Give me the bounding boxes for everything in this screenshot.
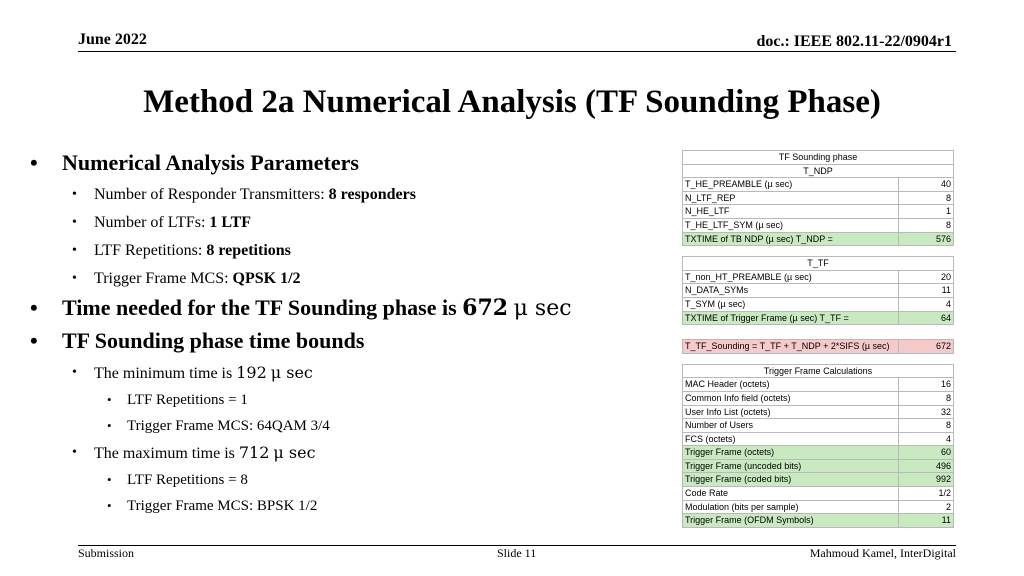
- footer-submission: Submission: [78, 546, 135, 560]
- param-value: 8 repetitions: [206, 242, 291, 259]
- row-label: MAC Header (octets): [683, 378, 899, 392]
- bullet-max-mcs: • Trigger Frame MCS: BPSK 1/2: [30, 493, 670, 519]
- param-label: Number of LTFs:: [94, 214, 210, 231]
- row-value: 672: [899, 340, 954, 354]
- table-row: [683, 378, 954, 392]
- bullet-param-mcs: [30, 265, 670, 293]
- param-label: LTF Repetitions:: [94, 242, 207, 259]
- row-value: 8: [899, 419, 954, 433]
- row-label: Modulation (bits per sample): [683, 500, 899, 514]
- bullet-max-ltf-reps: • LTF Repetitions = 8: [30, 467, 670, 493]
- ndp-table-title: TF Sounding phase: [683, 151, 954, 165]
- tf-table-title: T_TF: [683, 257, 954, 271]
- row-label: Trigger Frame (octets): [683, 446, 899, 460]
- row-label: Common Info field (octets): [683, 391, 899, 405]
- table-row: [683, 391, 954, 405]
- bullet-param-ltfs: [30, 209, 670, 237]
- header-date: June 2022: [78, 31, 147, 48]
- table-row: [683, 473, 954, 487]
- row-value: 16: [899, 378, 954, 392]
- row-label: Trigger Frame (uncoded bits): [683, 459, 899, 473]
- bullet-min-ltf-reps: • LTF Repetitions = 1: [30, 387, 670, 413]
- bullet-params-heading: • Numerical Analysis Parameters: [30, 148, 670, 178]
- row-label: N_DATA_SYMs: [683, 284, 899, 298]
- row-value: 40: [899, 178, 954, 192]
- table-row: [683, 500, 954, 514]
- table-row: [683, 205, 954, 219]
- row-value: 64: [899, 311, 954, 325]
- tf-table: [682, 256, 954, 325]
- param-label: Trigger Frame MCS:: [94, 270, 233, 287]
- row-value: 576: [899, 232, 954, 246]
- ndp-table: [682, 150, 954, 246]
- calc-table: [682, 364, 954, 528]
- row-value: 4: [899, 432, 954, 446]
- table-row: [683, 178, 954, 192]
- max-time-value: 712: [238, 443, 270, 462]
- row-label: Code Rate: [683, 487, 899, 501]
- param-label: Number of Responder Transmitters:: [94, 186, 329, 203]
- row-label: Number of Users: [683, 419, 899, 433]
- row-value: 8: [899, 391, 954, 405]
- min-time-value: 192: [236, 363, 267, 382]
- row-value: 1: [899, 205, 954, 219]
- table-row-total: [683, 340, 954, 354]
- row-value: 11: [899, 514, 954, 528]
- calc-table-title: Trigger Frame Calculations: [683, 364, 954, 378]
- table-row: [683, 191, 954, 205]
- row-label: FCS (octets): [683, 432, 899, 446]
- row-value: 496: [899, 459, 954, 473]
- row-label: TXTIME of Trigger Frame (µ sec) T_TF =: [683, 311, 899, 325]
- time-needed-unit: μ sec: [513, 296, 572, 321]
- bullet-list: [30, 148, 670, 519]
- header-doc-id: doc.: IEEE 802.11-22/0904r1: [756, 33, 952, 50]
- bullet-param-responders: [30, 181, 670, 209]
- row-value: 2: [899, 500, 954, 514]
- table-row: [683, 446, 954, 460]
- table-row-total: [683, 232, 954, 246]
- row-value: 20: [899, 270, 954, 284]
- row-label: T_SYM (µ sec): [683, 297, 899, 311]
- max-time-unit: μ sec: [273, 443, 316, 462]
- header-rule: [78, 51, 956, 52]
- bullet-param-ltf-reps: [30, 237, 670, 265]
- table-row: [683, 270, 954, 284]
- table-row: [683, 487, 954, 501]
- row-value: 4: [899, 297, 954, 311]
- bullet-min-time: [30, 359, 670, 387]
- footer-author: Mahmoud Kamel, InterDigital: [809, 546, 956, 560]
- slide-title: Method 2a Numerical Analysis (TF Sounding Phase): [143, 84, 881, 120]
- table-gap: [682, 354, 954, 364]
- row-value: 8: [899, 218, 954, 232]
- table-row: [683, 459, 954, 473]
- row-value: 1/2: [899, 487, 954, 501]
- bullet-time-needed: [30, 293, 670, 323]
- bullet-bounds-heading: • TF Sounding phase time bounds: [30, 326, 670, 356]
- row-label: N_HE_LTF: [683, 205, 899, 219]
- table-row-total: [683, 311, 954, 325]
- max-time-text: The maximum time is: [94, 445, 239, 462]
- row-value: 11: [899, 284, 954, 298]
- row-value: 32: [899, 405, 954, 419]
- table-row: [683, 432, 954, 446]
- table-gap: [682, 246, 954, 256]
- row-label: T_TF_Sounding = T_TF + T_NDP + 2*SIFS (µ sec): [683, 340, 899, 354]
- param-value: 1 LTF: [209, 214, 252, 231]
- param-value: 8 responders: [328, 186, 416, 203]
- table-row: [683, 405, 954, 419]
- bullet-min-mcs: • Trigger Frame MCS: 64QAM 3/4: [30, 413, 670, 439]
- table-row: [683, 218, 954, 232]
- bullet-max-time: [30, 439, 670, 467]
- footer-slide-number: Slide 11: [497, 546, 537, 560]
- spreadsheet-tables: [682, 150, 954, 528]
- time-needed-value: 672: [462, 295, 509, 321]
- table-row: [683, 514, 954, 528]
- sounding-total-table: [682, 339, 954, 354]
- row-label: Trigger Frame (coded bits): [683, 473, 899, 487]
- row-value: 60: [899, 446, 954, 460]
- table-row: [683, 284, 954, 298]
- row-label: Trigger Frame (OFDM Symbols): [683, 514, 899, 528]
- row-value: 992: [899, 473, 954, 487]
- min-time-unit: μ sec: [270, 363, 313, 382]
- param-value: QPSK 1/2: [232, 270, 301, 287]
- row-value: 8: [899, 191, 954, 205]
- row-label: User Info List (octets): [683, 405, 899, 419]
- ndp-table-subtitle: T_NDP: [683, 164, 954, 178]
- min-time-text: The minimum time is: [94, 365, 237, 382]
- time-needed-text: Time needed for the TF Sounding phase is: [62, 295, 463, 320]
- table-row: [683, 297, 954, 311]
- row-label: TXTIME of TB NDP (µ sec) T_NDP =: [683, 232, 899, 246]
- table-gap: [682, 325, 954, 339]
- row-label: N_LTF_REP: [683, 191, 899, 205]
- row-label: T_non_HT_PREAMBLE (µ sec): [683, 270, 899, 284]
- table-row: [683, 419, 954, 433]
- row-label: T_HE_LTF_SYM (µ sec): [683, 218, 899, 232]
- row-label: T_HE_PREAMBLE (µ sec): [683, 178, 899, 192]
